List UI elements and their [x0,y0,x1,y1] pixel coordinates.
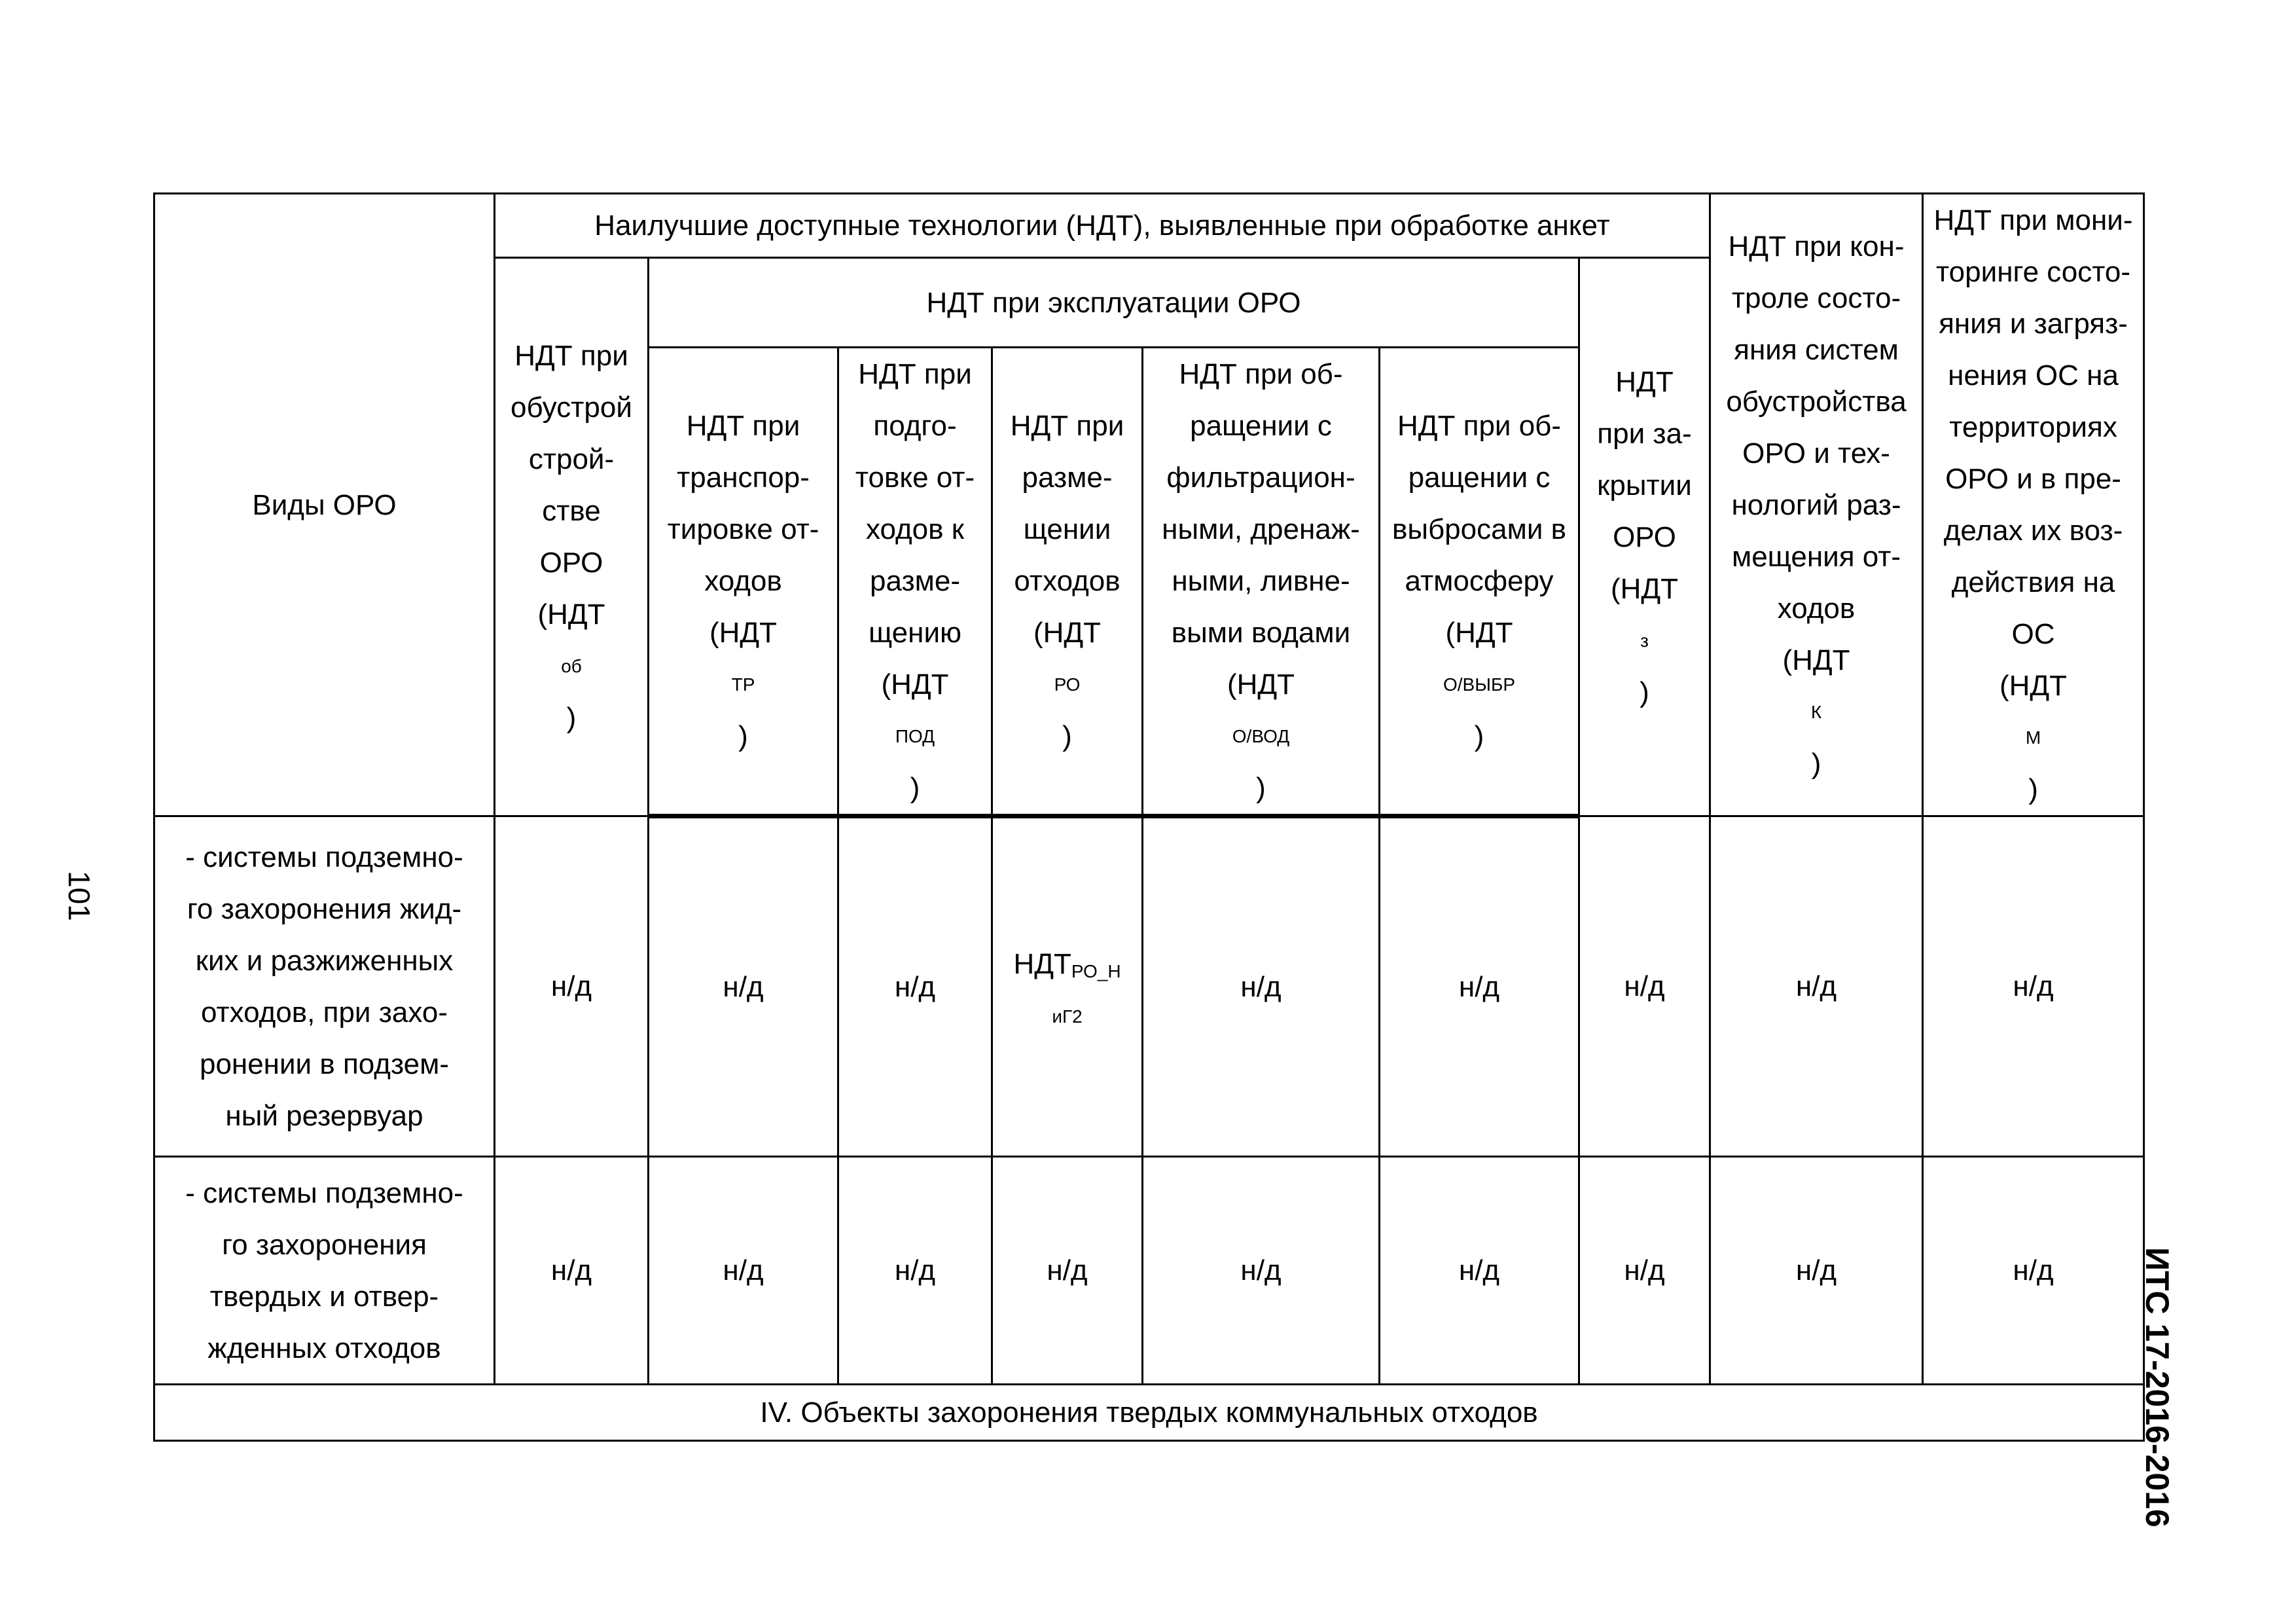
row-label-solid [154,1157,495,1385]
header-line: действия на [1951,566,2115,598]
table-row [154,816,2144,1157]
col-header-ndt-tr [649,348,838,816]
table-cell: н/д [1143,816,1380,1157]
table-cell: н/д [649,816,838,1157]
col-header-ndt-ob [495,258,649,816]
header-abbreviation: (НДТ з ) [1585,563,1704,718]
header-line: обустройства [1726,385,1907,418]
col-header-ndt-m [1923,194,2144,816]
row-label-line: ный резервуар [225,1099,423,1132]
table-cell: н/д [1143,1157,1380,1385]
abbreviation-subscript: з [1640,630,1649,651]
header-line: ОРО [539,547,603,579]
header-line: отходов [1014,565,1121,597]
table-row [154,1157,2144,1385]
ndt-table [153,192,2145,1442]
header-line: ращении с [1190,410,1332,442]
header-line: тировке от- [667,513,819,545]
abbreviation-subscript: К [1810,701,1822,722]
row-label-line: жденных отходов [207,1332,441,1364]
header-line: НДТ при [858,358,972,390]
table-cell: н/д [1380,1157,1579,1385]
abbreviation-subscript: М [2025,727,2041,748]
group-header-exploitation: НДТ при эксплуатации ОРО [649,258,1579,348]
header-line: НДТ при об- [1179,358,1343,390]
row-label-line: го захоронения [222,1228,427,1261]
table-cell-ndt-ro-nig2 [992,816,1143,1157]
header-line: обустрой [511,392,632,424]
header-line: нологий раз- [1731,488,1901,521]
header-abbreviation: (НДТ К ) [1716,634,1916,790]
table-cell: н/д [649,1157,838,1385]
table-cell: н/д [1923,1157,2144,1385]
header-line: НДТ [1615,365,1674,398]
header-line: яния и загряз- [1939,308,2128,340]
table-cell: н/д [1380,816,1579,1157]
table-cell: н/д [1579,1157,1710,1385]
col-header-ndt-vybr [1380,348,1579,816]
col-header-ndt-pod [838,348,992,816]
header-line: делах их воз- [1943,515,2123,547]
header-line: ными, дренаж- [1162,513,1360,545]
ndt-value-subscript: РО_Н [1071,960,1121,981]
page-number: 101 [62,871,96,921]
header-line: выбросами в [1391,513,1567,545]
header-line: щении [1023,513,1111,545]
row-label-line: ких и разжиженных [195,944,454,977]
header-line: ными, ливне- [1172,565,1350,597]
header-line: фильтрацион- [1166,462,1355,494]
header-line: ходов [704,565,782,597]
row-label-line: ронении в подзем- [199,1048,450,1080]
header-line: НДТ при мони- [1933,204,2133,236]
col-header-ndt-z [1579,258,1710,816]
header-line: при за- [1597,417,1692,450]
table-cell: н/д [1710,816,1923,1157]
header-line: ращении с [1408,462,1551,494]
header-line: строй- [528,443,615,475]
table-cell: н/д [495,816,649,1157]
header-line: троле состо- [1731,282,1901,314]
abbreviation-subscript: О/ВОД [1232,726,1290,746]
header-line: ОРО и в пре- [1945,463,2121,495]
header-abbreviation: (НДТ М ) [1929,660,2138,815]
abbreviation-subscript: ТР [731,674,755,695]
header-line: крытии [1597,469,1692,501]
header-line: нения ОС на [1948,359,2119,392]
header-abbreviation: (НДТ О/ВЫБР ) [1386,607,1573,762]
header-line: транспор- [677,462,810,494]
header-line: атмосферу [1405,565,1554,597]
abbreviation-subscript: об [561,656,582,676]
col-header-ndt-k [1710,194,1923,816]
header-line: подго- [873,410,957,442]
header-abbreviation: (НДТ ПОД ) [844,659,986,814]
table-cell: н/д [495,1157,649,1385]
header-line: выми водами [1171,617,1351,649]
ndt-value: НДТ [1013,947,1071,980]
row-label-line: - системы подземно- [185,841,463,873]
col-header-oro-types: Виды ОРО [154,194,495,816]
header-line: ходов [1777,592,1856,625]
header-line: торинге состо- [1936,256,2131,288]
header-line: НДТ при об- [1397,410,1562,442]
header-line: ОС [2011,618,2055,650]
header-line: территориях [1949,411,2117,443]
header-line: НДТ при [514,340,628,372]
table-cell: н/д [1710,1157,1923,1385]
document-code: ИТС 17-2016-2016 [2139,1247,2176,1527]
header-line: разме- [870,565,960,597]
header-line: ОРО [1613,520,1676,553]
header-line: стве [542,495,601,527]
ndt-value-subscript-wrap: иГ2 [1052,1006,1083,1027]
table-cell: н/д [1579,816,1710,1157]
header-line: разме- [1022,462,1113,494]
table-cell: н/д [838,816,992,1157]
header-line: товке от- [855,462,975,494]
header-line: ходов к [865,513,964,545]
abbreviation-subscript: О/ВЫБР [1443,674,1516,695]
group-header-ndt: Наилучшие доступные технологии (НДТ), выявленные при обработке анкет [495,194,1710,258]
header-line: НДТ при кон- [1728,230,1905,263]
row-label-liquid [154,816,495,1157]
row-label-line: отходов, при захо- [200,996,448,1029]
header-abbreviation: (НДТ об ) [501,589,642,744]
header-abbreviation: (НДТ РО ) [998,607,1136,762]
abbreviation-subscript: ПОД [895,726,935,746]
header-line: яния систем [1734,333,1899,366]
header-abbreviation: (НДТ ТР ) [655,607,832,762]
col-header-ndt-ro [992,348,1143,816]
header-abbreviation: (НДТ О/ВОД ) [1149,659,1373,814]
header-line: щению [868,617,962,649]
section-title: IV. Объекты захоронения твердых коммунальных отходов [154,1385,2144,1441]
header-line: НДТ при [686,410,800,442]
abbreviation-subscript: РО [1054,674,1081,695]
row-label-line: твердых и отвер- [209,1280,439,1313]
col-header-ndt-vod [1143,348,1380,816]
header-line: мещения от- [1731,540,1901,573]
row-label-line: го захоронения жид- [187,892,462,925]
row-label-line: - системы подземно- [185,1176,463,1209]
header-line: НДТ при [1010,410,1124,442]
header-line: ОРО и тех- [1742,437,1890,469]
table-cell: н/д [1923,816,2144,1157]
table-cell: н/д [838,1157,992,1385]
table-cell: н/д [992,1157,1143,1385]
